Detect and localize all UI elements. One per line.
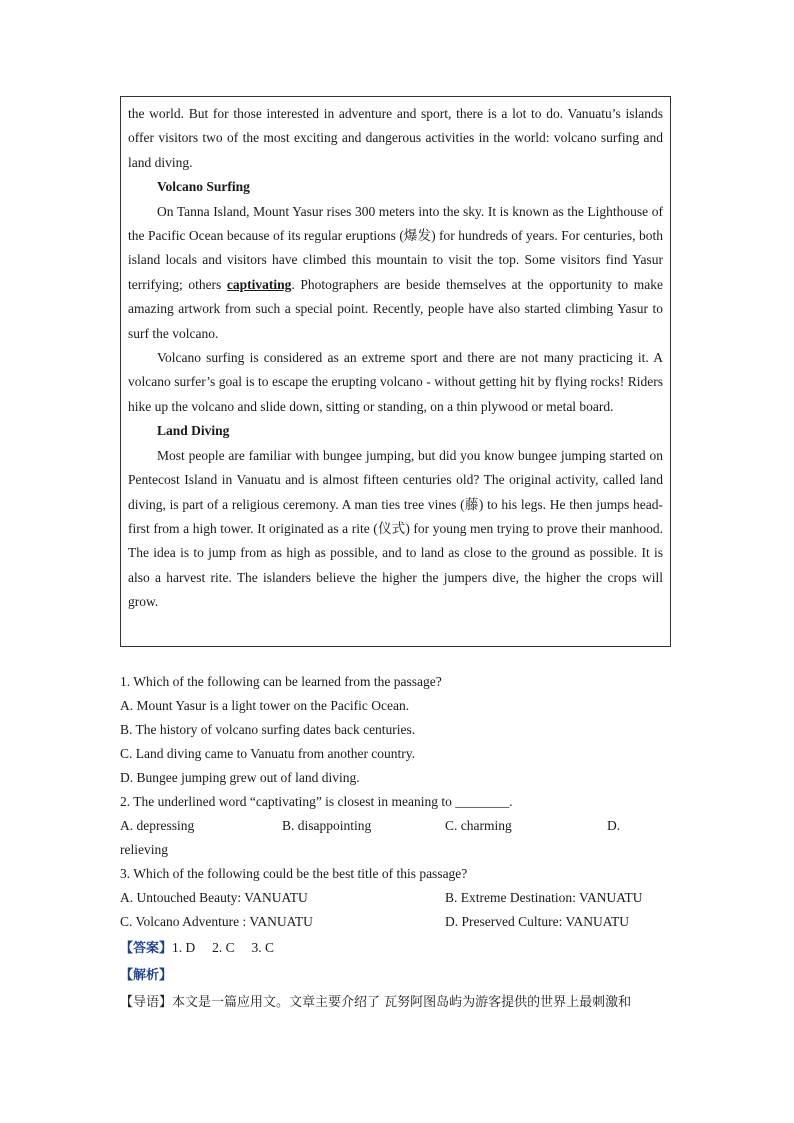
q1-option-b: B. The history of volcano surfing dates back centuries. — [120, 722, 416, 737]
q3-option-c: C. Volcano Adventure : VANUATU — [120, 914, 313, 929]
q2-option-a: A. depressing — [120, 818, 195, 833]
q2-options — [120, 814, 676, 838]
q3-option-a: A. Untouched Beauty: VANUATU — [120, 890, 308, 905]
q2-option-d-text: relieving — [120, 842, 168, 857]
answer-line — [120, 936, 676, 961]
q3-option-b: B. Extreme Destination: VANUATU — [445, 890, 643, 905]
q3-stem: 3. Which of the following could be the best title of this passage? — [120, 866, 468, 881]
guide-text: 本文是一篇应用文。文章主要介绍了 瓦努阿图岛屿为游客提供的世界上最刺激和 — [172, 995, 632, 1010]
heading-volcano-surfing: Volcano Surfing — [157, 179, 250, 195]
analysis-line — [120, 963, 676, 988]
answer-label: 【答案】 — [120, 941, 173, 956]
paragraph-tanna-start: On Tanna Island, Mount Yasur rises 300 meters into the sky. It is known as the Lighthouse of the Pacific Ocean because of its regular eruptions (爆发) for hundreds of years. For centuries, both island locals and visitors have climbed this mountain to visit the top. Some visitors find Yasur terrifying; others — [128, 203, 663, 292]
q2-stem: 2. The underlined word “captivating” is closest in meaning to ________. — [120, 794, 513, 809]
heading-land-diving: Land Diving — [157, 423, 230, 439]
guide-line — [120, 990, 676, 1015]
paragraph-tanna-end: . Photographers are beside themselves at the opportunity to make amazing artwork from such a special point. Recently, people have also started climbing Yasur to surf the volcano. — [128, 276, 663, 341]
paragraph-volcano-surfing: Volcano surfing is considered as an extreme sport and there are not many practicing it. A volcano surfer’s goal is to escape the erupting volcano - without getting hit by flying rocks! Riders hike up the volcano and slide down, sitting or standing, on a thin plywood or metal board. — [128, 350, 663, 414]
q1-stem: 1. Which of the following can be learned from the passage? — [120, 674, 442, 689]
guide-label: 【导语】 — [120, 995, 173, 1010]
q1-option-a: A. Mount Yasur is a light tower on the Pacific Ocean. — [120, 698, 410, 713]
q3-option-d: D. Preserved Culture: VANUATU — [445, 914, 629, 929]
answer-values: 1. D 2. C 3. C — [172, 940, 275, 955]
q3-options-row1 — [120, 886, 676, 910]
passage-box — [120, 96, 671, 647]
q2-option-b: B. disappointing — [282, 818, 372, 833]
underlined-word: captivating — [226, 276, 292, 292]
q2-option-d: D. — [607, 818, 621, 833]
q3-options-row2 — [120, 910, 676, 934]
passage-intro: the world. But for those interested in adventure and sport, there is a lot to do. Vanuatu’s islands offer visitors two of the most exciting and dangerous activities in the world: volcano surfing and land diving. — [128, 106, 663, 170]
q1-option-d: D. Bungee jumping grew out of land diving. — [120, 770, 360, 785]
analysis-label: 【解析】 — [120, 968, 173, 983]
paragraph-tanna — [128, 200, 663, 346]
q2-option-c: C. charming — [445, 818, 512, 833]
q1-option-c: C. Land diving came to Vanuatu from another country. — [120, 746, 416, 761]
paragraph-land-diving: Most people are familiar with bungee jumping, but did you know bungee jumping started on Pentecost Island in Vanuatu and is almost fifteen centuries old? The original activity, called land diving, is part of a religious ceremony. A man ties tree vines (藤) to his legs. He then jumps head-first from a high tower. It originated as a rite (仪式) for young men trying to prove their manhood. The idea is to jump from as high as possible, and to land as close to the ground as possible. It is also a harvest rite. The islanders believe the higher the jumpers dive, the higher the crops will grow. — [128, 447, 663, 610]
questions — [120, 670, 676, 1015]
